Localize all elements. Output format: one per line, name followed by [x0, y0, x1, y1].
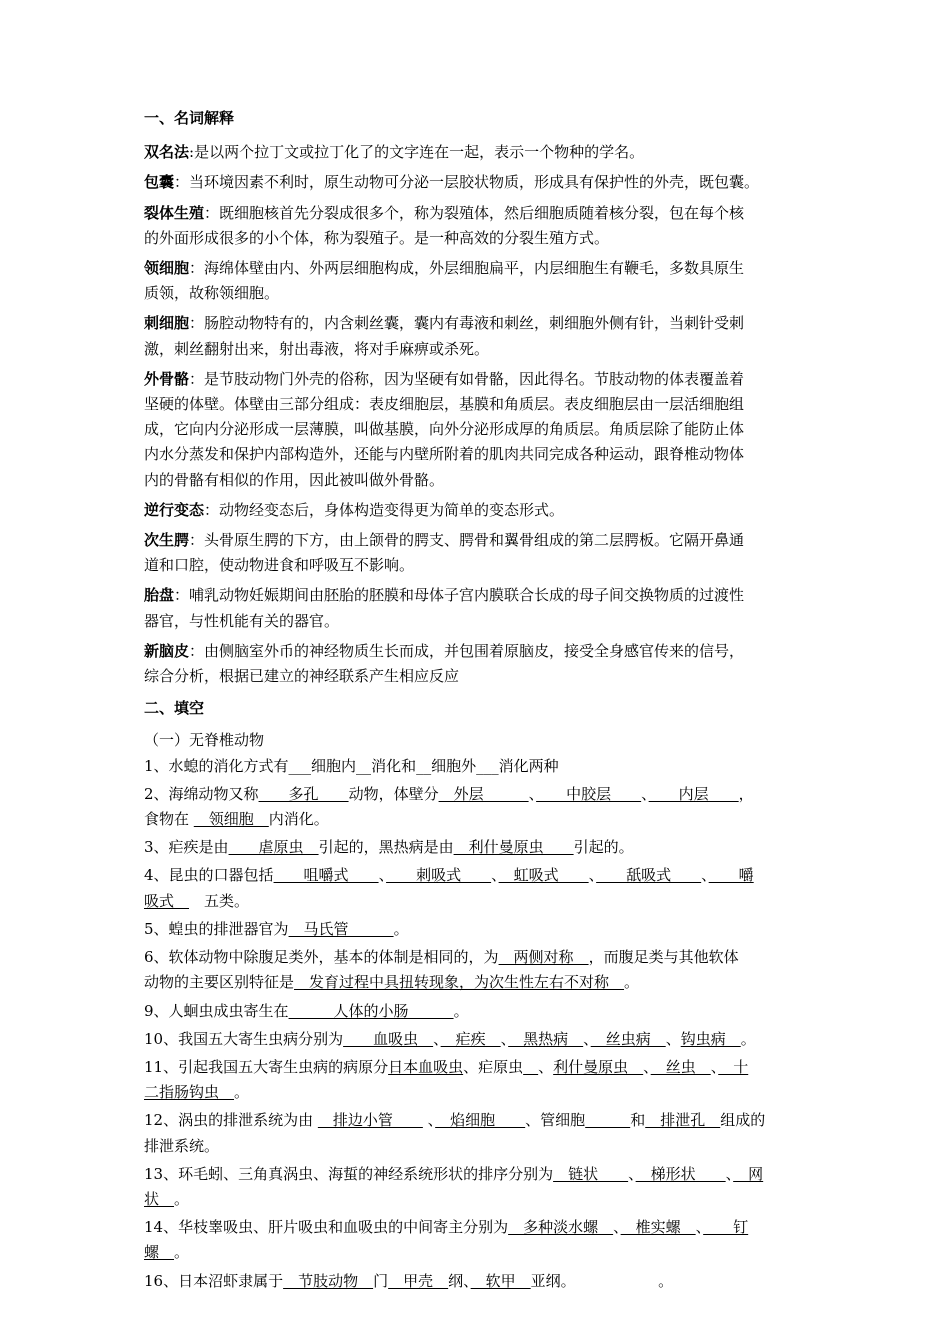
question-text: 引起的，黑热病是由 [318, 838, 454, 857]
question-line [144, 999, 814, 1024]
definition-text: ：哺乳动物妊娠期间由胚胎的胚膜和母体子宫内膜联合长成的母子间交换物质的过渡性 [174, 586, 745, 605]
question-line [144, 1240, 814, 1265]
question-item [144, 782, 814, 832]
question-text: 。 [174, 1243, 190, 1262]
question-text: 、 [378, 866, 387, 885]
question-text: 动物的主要区别特征是 [144, 973, 295, 992]
definition-line [144, 583, 814, 608]
definition-text: 综合分析，根据已建立的神经联系产生相应反应 [144, 667, 460, 686]
answer-blank: 黑热病 [508, 1029, 584, 1048]
question-text: 组成的 [720, 1111, 766, 1130]
definition-line [144, 498, 814, 523]
definition-item [144, 367, 814, 493]
definition-item [144, 201, 814, 251]
answer-blank: 虹吸式 [498, 866, 589, 885]
question-text: 消化和 [371, 756, 417, 775]
question-text: 、 [528, 784, 537, 803]
definition-text: ：肠腔动物特有的，内含刺丝囊，囊内有毒液和刺丝，刺细胞外侧有针，当刺针受刺 [189, 314, 745, 333]
question-text: 引起的。 [573, 838, 634, 857]
answer-blank: 咀嚼式 [273, 866, 379, 885]
answer-blank: 嚼 [708, 866, 754, 885]
definition-term: 胎盘 [144, 586, 175, 605]
question-text: 10、我国五大寄生虫病分别为 [144, 1029, 344, 1048]
definition-line [144, 201, 814, 226]
question-item [144, 1027, 814, 1052]
question-text: 亚纲。 。 [530, 1271, 674, 1290]
answer-blank: 内层 [648, 784, 739, 803]
definitions-list [144, 140, 814, 689]
answer-blank: 钩虫病 [680, 1029, 741, 1048]
question-text: 、 [613, 1218, 621, 1237]
definition-line [144, 170, 814, 195]
answer-blank: 排边小管 [317, 1111, 423, 1130]
question-item [144, 1215, 814, 1265]
question-text: 动物，体壁分 [348, 784, 439, 803]
question-text: 13、环毛蚓、三角真涡虫、海蜇的神经系统形状的排序分别为 [144, 1164, 554, 1183]
definition-line [144, 664, 814, 689]
questions-list [144, 754, 814, 1294]
question-text: 、 [433, 1029, 441, 1048]
question-text: 食物在 [144, 810, 194, 829]
question-text: 、 [588, 866, 597, 885]
definition-line [144, 417, 814, 442]
definition-item [144, 256, 814, 306]
definition-text: ：由侧脑室外币的神经物质生长而成，并包围着原脑皮，接受全身感官传来的信号， [189, 641, 745, 660]
definition-term: 外骨骼 [144, 369, 190, 388]
answer-blank: 甲壳 [388, 1271, 449, 1290]
question-text: 1、水螅的消化方式有 [144, 756, 289, 775]
answer-blank: 领细胞 [193, 810, 269, 829]
definition-term: 双名法 [144, 143, 190, 162]
question-text: 16、日本沼虾隶属于 [144, 1271, 284, 1290]
definition-text: ：动物经变态后，身体构造变得更为简单的变态形式。 [204, 500, 565, 519]
answer-blank: 网 [733, 1164, 764, 1183]
answer-blank: 利什曼原虫 [553, 1057, 644, 1076]
definition-item [144, 639, 814, 689]
definition-line [144, 468, 814, 493]
definition-text: ：头骨原生腭的下方，由上颌骨的腭支、腭骨和翼骨组成的第二层腭板。它隔开鼻通 [189, 531, 745, 550]
question-text: 4、昆虫的口器包括 [144, 866, 274, 885]
answer-blank: 丝虫 [650, 1057, 711, 1076]
answer-blank: 多种淡水螺 [508, 1218, 614, 1237]
question-text: 、 [422, 1111, 436, 1130]
answer-blank: 丝虫病 [590, 1029, 666, 1048]
definition-line [144, 140, 814, 165]
question-item [144, 835, 814, 860]
answer-blank: 舐吸式 [596, 866, 702, 885]
definition-term: 裂体生殖 [144, 203, 205, 222]
question-text: 、管细胞 [525, 1111, 586, 1130]
answer-blank: 马氏管 [288, 919, 394, 938]
question-text: 内消化。 [268, 810, 329, 829]
definition-text: 道和口腔，使动物进食和呼吸互不影响。 [144, 556, 415, 575]
question-text: 5、蝗虫的排泄器官为 [144, 919, 289, 938]
answer-blank: 链状 [553, 1164, 629, 1183]
answer-blank: 十 [718, 1057, 749, 1076]
question-item [144, 1055, 814, 1105]
question-text: 、 [583, 1029, 591, 1048]
question-text: 、 [538, 1057, 554, 1076]
answer-blank: 多孔 [258, 784, 349, 803]
definition-item [144, 528, 814, 578]
question-line [144, 1055, 814, 1080]
definition-text: 器官，与性机能有关的器官。 [144, 611, 340, 630]
definition-text: ：既细胞核首先分裂成很多个，称为裂殖体，然后细胞质随着核分裂，包在每个核 [204, 203, 745, 222]
question-text: 消化两种 [498, 756, 559, 775]
question-item [144, 754, 814, 779]
answer-blank: 梯形状 [635, 1164, 726, 1183]
answer-blank: 刺吸式 [386, 866, 492, 885]
question-text: 、疟原虫 [463, 1057, 524, 1076]
question-text: 、 [710, 1057, 719, 1076]
answer-blank: 日本血吸虫 [388, 1057, 464, 1076]
question-item [144, 863, 814, 913]
question-item [144, 1162, 814, 1212]
definition-text: 内的骨骼有相似的作用，因此被叫做外骨骼。 [144, 470, 445, 489]
question-text: 2、海绵动物又称 [144, 784, 259, 803]
question-text: 12、涡虫的排泄系统为由 [144, 1111, 318, 1130]
question-line [144, 1134, 814, 1159]
question-text: 、 [491, 866, 499, 885]
question-text: 、 [643, 1057, 651, 1076]
definition-line [144, 392, 814, 417]
answer-blank: 人体的小肠 [288, 1001, 454, 1020]
definition-term: 刺细胞 [144, 314, 190, 333]
question-line [144, 835, 814, 860]
question-line [144, 754, 814, 779]
definition-term: 逆行变态 [144, 500, 205, 519]
definition-term: 次生腭 [144, 531, 190, 550]
question-line [144, 782, 814, 807]
question-item [144, 917, 814, 942]
question-line [144, 1215, 814, 1240]
question-text: 、 [628, 1164, 636, 1183]
definition-item [144, 498, 814, 523]
definition-line [144, 609, 814, 634]
question-line [144, 945, 814, 970]
question-line [144, 807, 814, 832]
answer-blank: 吸式 [144, 891, 190, 910]
answer-blank: 软甲 [470, 1271, 531, 1290]
question-text: ，而腹足类与其他软体 [588, 948, 739, 967]
question-text: 纲、 [448, 1271, 471, 1290]
question-text: 。 [453, 1001, 469, 1020]
definition-line [144, 226, 814, 251]
definition-line [144, 442, 814, 467]
definition-text: :是以两个拉丁文或拉丁化了的文字连在一起，表示一个物种的学名。 [189, 143, 645, 162]
question-text: 、 [500, 1029, 509, 1048]
question-line [144, 863, 814, 888]
section-heading-definitions: 一、名词解释 [144, 109, 235, 127]
answer-blank: 血吸虫 [343, 1029, 434, 1048]
question-text: 、 [725, 1164, 734, 1183]
answer-blank: 钉 [703, 1218, 749, 1237]
subsection-heading: （一）无脊椎动物 [144, 731, 265, 750]
definition-text: ：是节肢动物门外壳的俗称，因为坚硬有如骨骼，因此得名。节肢动物的体表覆盖着 [189, 369, 745, 388]
definition-text: 激，刺丝翻射出来，射出毒液，将对手麻痹或杀死。 [144, 339, 490, 358]
question-item [144, 1269, 814, 1294]
question-item [144, 1108, 814, 1158]
question-text: 排泄系统。 [144, 1136, 220, 1155]
definition-line [144, 311, 814, 336]
question-text: 。 [234, 1083, 250, 1102]
definition-text: ：海绵体壁由内、外两层细胞构成，外层细胞扁平，内层细胞生有鞭毛，多数具原生 [189, 259, 745, 278]
answer-blank: 发育过程中具扭转现象，为次生性左右不对称 [294, 973, 625, 992]
question-text: ___细胞内__ [288, 756, 372, 775]
question-text: 6、软体动物中除腹足类外，基本的体制是相同的，为 [144, 948, 499, 967]
definition-line [144, 639, 814, 664]
definition-text: ：当环境因素不利时，原生动物可分泌一层胶状物质，形成具有保护性的外壳，既包囊。 [174, 173, 760, 192]
question-text: 和 [630, 1111, 646, 1130]
question-text: 14、华枝睾吸虫、肝片吸虫和血吸虫的中间寄主分别为 [144, 1218, 509, 1237]
answer-blank: 二指肠钩虫 [144, 1083, 235, 1102]
section-heading-fill-in: 二、填空 [144, 699, 205, 718]
definition-item [144, 170, 814, 195]
answer-blank: 利什曼原虫 [453, 838, 574, 857]
answer-blank [585, 1111, 630, 1129]
question-line [144, 1027, 814, 1052]
definition-text: 成，它向内分泌形成一层薄膜，叫做基膜，向外分泌形成厚的角质层。角质层除了能防止体 [144, 420, 745, 439]
definition-term: 新脑皮 [144, 641, 190, 660]
question-text: 、 [701, 866, 709, 885]
definition-line [144, 256, 814, 281]
definition-line [144, 553, 814, 578]
question-item [144, 999, 814, 1024]
question-line [144, 889, 814, 914]
definition-line [144, 528, 814, 553]
question-line [144, 917, 814, 942]
question-text: __细胞外___ [416, 756, 499, 775]
definition-text: 的外面形成很多的小个体，称为裂殖子。是一种高效的分裂生殖方式。 [144, 228, 610, 247]
question-item [144, 945, 814, 995]
answer-blank [523, 1058, 538, 1076]
question-text: ， [738, 784, 754, 803]
answer-blank: 螺 [144, 1243, 175, 1262]
question-text: 11、引起我国五大寄生虫病的病原分 [144, 1057, 389, 1076]
question-text: 9、人蛔虫成虫寄生在 [144, 1001, 289, 1020]
definition-line [144, 367, 814, 392]
question-line [144, 1108, 814, 1133]
definition-line [144, 281, 814, 306]
answer-blank: 中胶层 [536, 784, 642, 803]
answer-blank: 节肢动物 [283, 1271, 374, 1290]
answer-blank: 焰细胞 [435, 1111, 526, 1130]
answer-blank: 虐原虫 [228, 838, 319, 857]
definition-term: 领细胞 [144, 259, 190, 278]
answer-blank: 排泄孔 [645, 1111, 721, 1130]
answer-blank: 外层 [438, 784, 529, 803]
question-line [144, 1269, 814, 1294]
definition-item [144, 311, 814, 361]
question-text: 。 [624, 973, 640, 992]
definition-term: 包囊 [144, 173, 175, 192]
definition-text: 坚硬的体壁。体壁由三部分组成：表皮细胞层，基膜和角质层。表皮细胞层由一层活细胞组 [144, 395, 745, 414]
document-page [144, 106, 814, 1297]
question-text: 、 [665, 1029, 681, 1048]
question-line [144, 1080, 814, 1105]
question-text: 、 [641, 784, 649, 803]
answer-blank: 状 [144, 1189, 175, 1208]
question-text: 。 [393, 919, 409, 938]
question-text: 五类。 [189, 891, 250, 910]
definition-item [144, 140, 814, 165]
question-text: 。 [174, 1189, 190, 1208]
definition-item [144, 583, 814, 633]
definition-text: 质领，故称领细胞。 [144, 284, 280, 303]
question-line [144, 1187, 814, 1212]
definition-text: 内水分蒸发和保护内部构造外，还能与内壁所附着的肌肉共同完成各种运动，跟脊椎动物体 [144, 445, 745, 464]
question-text: 门 [373, 1271, 389, 1290]
question-line [144, 970, 814, 995]
question-text: 。 [740, 1029, 756, 1048]
question-text: 、 [695, 1218, 704, 1237]
question-text: 3、疟疾是由 [144, 838, 229, 857]
definition-line [144, 337, 814, 362]
answer-blank: 两侧对称 [498, 948, 589, 967]
answer-blank: 疟疾 [440, 1029, 501, 1048]
answer-blank: 椎实螺 [620, 1218, 696, 1237]
question-line [144, 1162, 814, 1187]
